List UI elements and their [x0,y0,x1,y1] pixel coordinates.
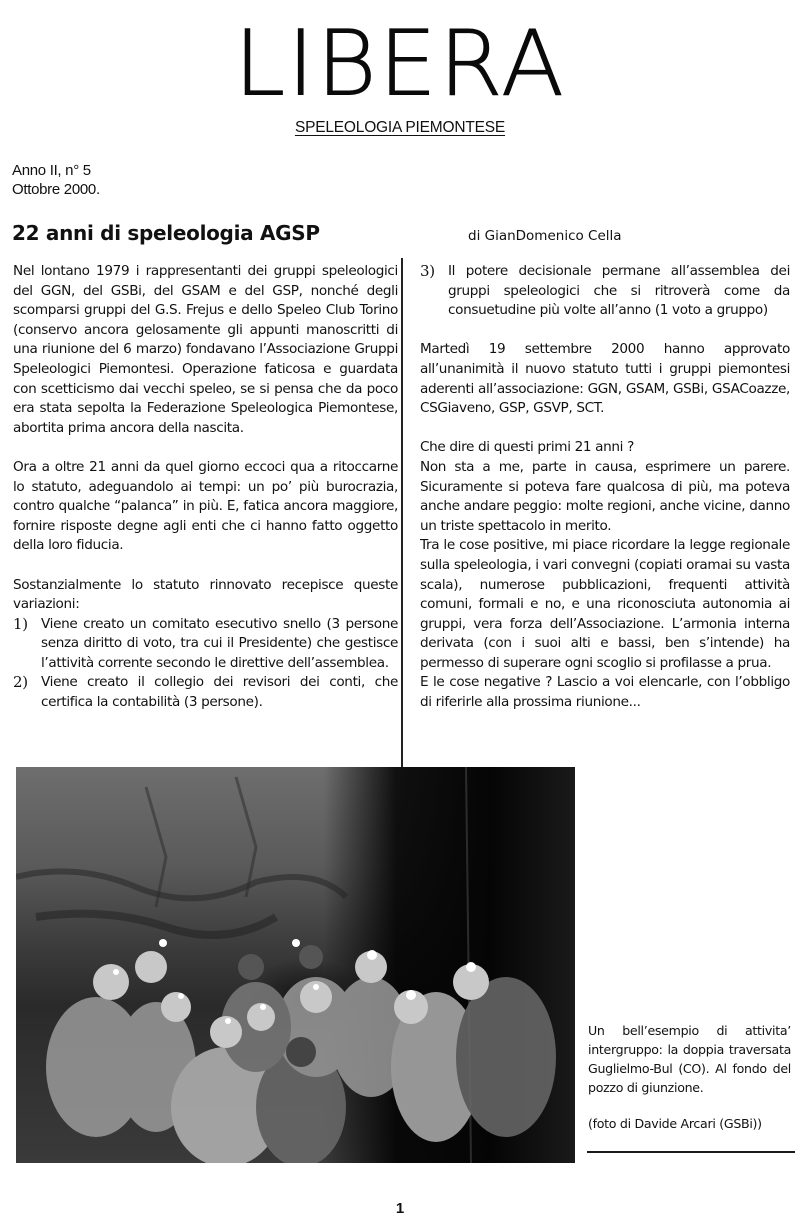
masthead-title [0,11,800,116]
list-item [13,673,398,712]
list-text: Viene creato il collegio dei revisori dei conti, che certifica la contabilità (3 persone). [41,674,398,711]
paragraph: Tra le cose positive, mi piace ricordare la legge regionale sulla speleologia, i vari convegni (copiati oramai su vasta scala), numerose pubblicazioni, frequenti attività comuni, formali e no, e una riconosciuta autonomia ai gruppi, vera forza dell’Associazione. L’armonia interna derivata (con i suoi alti e bassi, ben s’intende) ha permesso di superare ogni scoglio si profilasse a prua. [420,537,790,671]
masthead-title-text: LIBERA [234,11,566,116]
masthead-subtitle [0,119,800,137]
list-text: Il potere decisionale permane all’assemblea dei gruppi speleologici che si ritroverà come da consuetudine più volte all’anno (1 voto a gruppo) [448,263,790,319]
paragraph: Ora a oltre 21 anni da quel giorno eccoci qua a ritoccarne lo statuto, adeguandolo ai tempi: un po’ più burocrazia, contro qualche “palanca” in più. E, fatica ancora maggiore, fornire risposte degne agli enti che ci hanno fatto oggetto della loro fiducia. [13,458,398,554]
paragraph: Sostanzialmente lo statuto rinnovato recepisce queste variazioni: [13,576,398,613]
paragraph-question: Che dire di questi primi 21 anni ? [420,439,634,456]
list-text: Viene creato un comitato esecutivo snello (3 persone senza diritto di voto, tra cui il Presidente) che gestisce l’attività corrente secondo le direttive dell’assemblea. [41,615,398,671]
photo-caption: Un bell’esempio di attivita’ intergruppo: la doppia traversata Guglielmo-Bul (CO). Al fondo del pozzo di giunzione. [588,1023,791,1095]
article-left-column [13,262,398,713]
paragraph: Nel lontano 1979 i rappresentanti dei gruppi speleologici del GGN, del GSBi, del GSAM e del GSP, nonché degli scomparsi gruppi del G.S. Frejus e dello Speleo Club Torino (conservo ancora gelosamente gli appunti manoscritti di una riunione del 6 marzo) fondavano l’Associazione Gruppi Speleologici Piemontesi. Operazione faticosa e guardata con scetticismo dai vecchi speleo, se si pensa che da poco era stata sepolta la Federazione Speleologica Piemontese, abortita prima ancora della nascita. [13,263,398,436]
issue-volume: Anno II, n° 5 [12,162,91,179]
paragraph: Non sta a me, parte in causa, esprimere un parere. Sicuramente si poteva fare qualcosa di più, ma poteva anche andare peggio: molte regioni, anche vicine, danno un triste spettacolo in merito. [420,458,790,534]
paragraph: E le cose negative ? Lascio a voi elencarle, con l’obbligo di riferirle alla prossima riunione... [420,674,790,711]
article-right-column [420,262,790,713]
list-item [13,615,398,674]
article-headline: 22 anni di speleologia AGSP [12,221,320,245]
photo-credit: (foto di Davide Arcari (GSBi)) [588,1116,762,1131]
list-number: 1) [13,614,28,633]
caption-rule [587,1151,795,1153]
list-number: 2) [13,673,28,692]
cave-group-photo [16,767,575,1163]
paragraph: Martedì 19 settembre 2000 hanno approvato all’unanimità il nuovo statuto tutti i gruppi piemontesi aderenti all’associazione: GGN, GSAM, GSBi, GSACoazze, CSGiaveno, GSP, GSVP, SCT. [420,341,790,417]
list-item [420,262,790,321]
page-number: 1 [395,1200,405,1217]
issue-date: Ottobre 2000. [12,181,100,198]
masthead-subtitle-text: SPELEOLOGIA PIEMONTESE [294,119,506,136]
issue-info [12,161,100,199]
list-number: 3) [420,262,435,280]
cave-photo-illustration [16,767,575,1163]
article-byline: di GianDomenico Cella [468,228,622,244]
column-divider [401,258,403,777]
